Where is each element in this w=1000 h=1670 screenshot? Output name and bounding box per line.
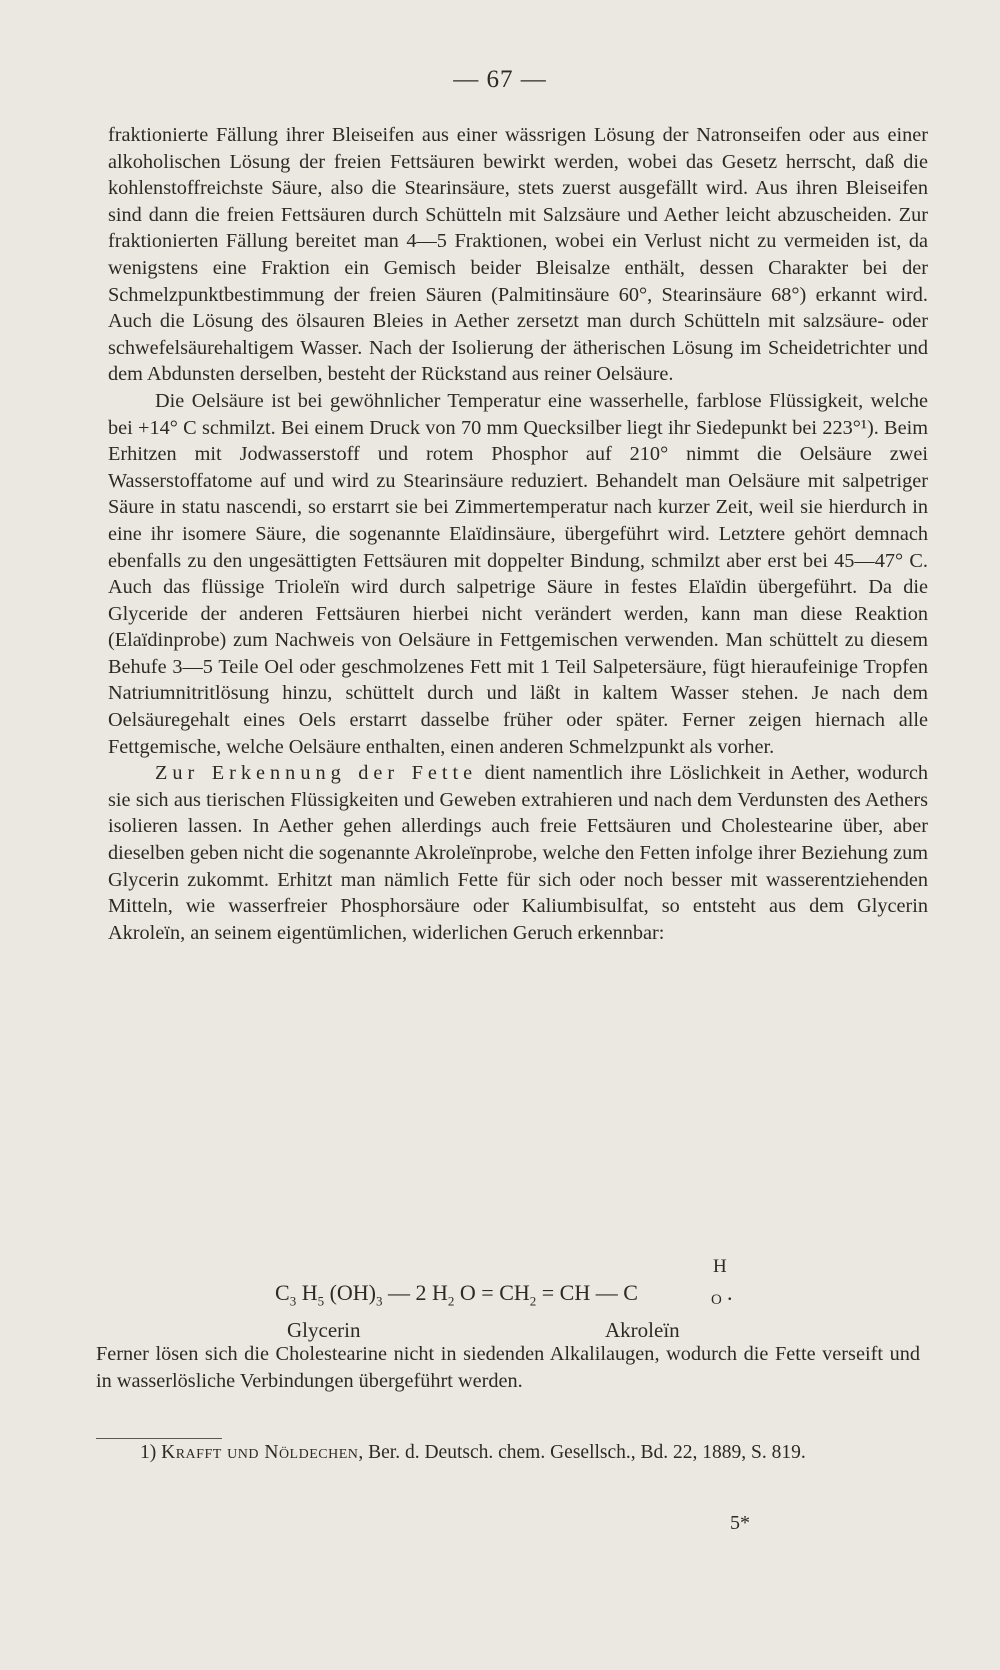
formula-sub-3: 3	[289, 1293, 297, 1309]
paragraph-3-lead: Zur Erkennung der Fette	[155, 762, 478, 785]
formula-label-akrolein: Akroleïn	[605, 1318, 680, 1342]
formula-line	[275, 1280, 638, 1309]
signature-mark: 5*	[730, 1512, 750, 1534]
chemical-formula	[275, 1256, 795, 1342]
formula-label-glycerin: Glycerin	[287, 1318, 361, 1342]
footnote	[96, 1440, 924, 1466]
paragraph-4: Ferner lösen sich die Cholestearine nicht in siedenden Alkalilaugen, wodurch die Fette verseift und in wasserlösliche Verbindungen übergeführt werden.	[96, 1343, 920, 1392]
formula-c: C	[275, 1280, 290, 1305]
footnote-number: 1)	[140, 1442, 157, 1463]
formula-oh: (OH)	[329, 1280, 377, 1305]
formula-aldehyde-o: O	[711, 1292, 722, 1308]
main-text-block	[108, 122, 928, 946]
footnote-authors: Krafft und Nöldechen	[161, 1442, 359, 1463]
formula-sub-2b: 2	[529, 1293, 537, 1309]
formula-eq: O = CH	[454, 1280, 530, 1305]
formula-sub-5: 5	[317, 1293, 325, 1309]
paragraph-1: fraktionierte Fällung ihrer Bleiseifen aus einer wässrigen Lösung der Natronseifen oder aus einer alkoholischen Lösung der freien Fettsäuren bewirkt werden, wobei das Gesetz herrscht, daß die kohlenstoffreichste Säure, also die Stearinsäure, stets zuerst ausgefällt wird. Aus ihren Bleiseifen sind dann die freien Fettsäuren durch Schütteln mit Salzsäure und Aether leicht abzuscheiden. Zur fraktionierten Fällung bereitet man 4—5 Fraktionen, wobei ein Verlust nicht zu vermeiden ist, da wenigstens eine Fraktion ein Gemisch beider Bleisalze enthält, dessen Charakter bei der Schmelzpunktbestimmung der freien Säuren (Palmitinsäure 60°, Stearinsäure 68°) erkannt wird. Auch die Lösung des ölsauren Bleies in Aether zersetzt man durch Schütteln mit salzsäure- oder schwefelsäurehaltigem Wasser. Nach der Isolierung der ätherischen Lösung im Scheidetrichter und dem Abdunsten derselben, besteht der Rückstand aus reiner Oelsäure.	[108, 124, 928, 386]
page-number-header: — 67 —	[453, 66, 547, 93]
formula-aldehyde-h: H	[713, 1256, 727, 1277]
paragraph-3	[108, 760, 928, 946]
formula-sub-3b: 3	[376, 1293, 383, 1309]
formula-h: H	[301, 1280, 318, 1305]
formula-tail: = CH — C	[536, 1280, 638, 1305]
after-formula-text	[96, 1341, 920, 1394]
formula-mid: — 2 H	[382, 1280, 448, 1305]
footnote-text: , Ber. d. Deutsch. chem. Gesellsch., Bd. 22, 1889, S. 819.	[358, 1442, 806, 1463]
footnote-divider	[96, 1438, 222, 1439]
formula-dot: .	[727, 1280, 733, 1305]
formula-sub-2: 2	[447, 1293, 455, 1309]
paragraph-3-text: dient namentlich ihre Löslichkeit in Aether, wodurch sie sich aus tierischen Flüssigkeiten und Geweben extrahieren und nach dem Verdunsten des Aethers isolieren lassen. In Aether gehen allerdings auch freie Fettsäuren und Cholestearine über, aber dieselben geben nicht die sogenannte Akroleïnprobe, welche den Fetten infolge ihrer Beziehung zum Glycerin zukommt. Erhitzt man nämlich Fette für sich oder noch besser mit wasserentziehenden Mitteln, wie wasserfreier Phosphorsäure oder Kaliumbisulfat, so entsteht aus dem Glycerin Akroleïn, an seinem eigentümlichen, widerlichen Geruch erkennbar:	[108, 762, 928, 944]
paragraph-2: Die Oelsäure ist bei gewöhnlicher Temperatur eine wasserhelle, farblose Flüssigkeit, welche bei +14° C schmilzt. Bei einem Druck von 70 mm Quecksilber liegt ihr Siedepunkt bei 223°¹). Beim Erhitzen mit Jodwasserstoff und rotem Phosphor auf 210° nimmt die Oelsäure zwei Wasserstoffatome auf und wird zu Stearinsäure reduziert. Behandelt man Oelsäure mit salpetriger Säure in statu nascendi, so erstarrt sie bei Zimmertemperatur nach kurzer Zeit, weil sie hierdurch in eine ihr isomere Säure, die sogenannte Elaïdinsäure, übergeführt wird. Letztere gehört demnach ebenfalls zu den ungesättigten Fettsäuren mit doppelter Bindung, schmilzt aber erst bei 45—47° C. Auch das flüssige Trioleïn wird durch salpetrige Säure in festes Elaïdin übergeführt. Da die Glyceride der anderen Fettsäuren hierbei nicht verändert werden, kann man diese Reaktion (Elaïdinprobe) zum Nachweis von Oelsäure in Fettgemischen verwenden. Man schüttelt zu diesem Behufe 3—5 Teile Oel oder geschmolzenes Fett mit 1 Teil Salpetersäure, fügt hieraufeinige Tropfen Natriumnitritlösung hinzu, schüttelt durch und läßt in kaltem Wasser stehen. Je nach dem Oelsäuregehalt eines Oels erstarrt dasselbe früher oder später. Ferner zeigen hiernach alle Fettgemische, welche Oelsäure enthalten, einen anderen Schmelzpunkt als vorher.	[108, 389, 928, 758]
